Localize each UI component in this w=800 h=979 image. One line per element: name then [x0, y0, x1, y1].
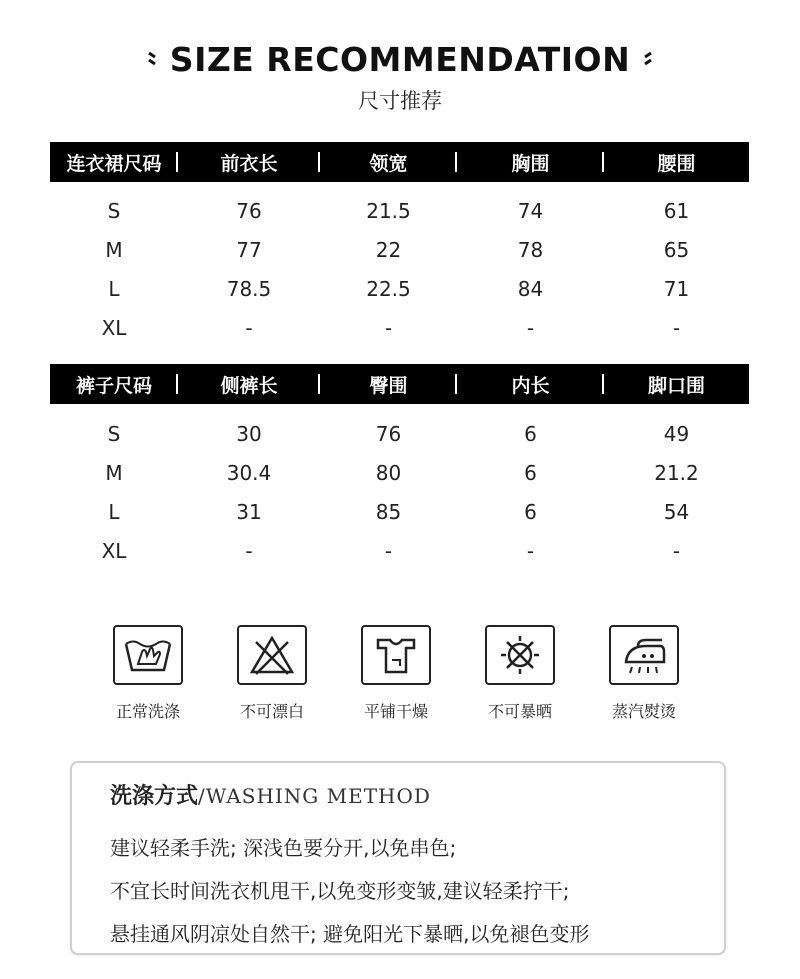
flat-dry-icon — [361, 625, 431, 685]
size-cell: XL — [101, 538, 127, 563]
header-cell: 内长 — [457, 371, 604, 398]
washing-line: 建议轻柔手洗; 深浅色要分开,以免串色; — [110, 836, 457, 860]
care-label: 蒸汽熨烫 — [611, 702, 676, 721]
table-row — [50, 269, 749, 308]
value-cell: - — [526, 538, 535, 563]
value-cell: 65 — [663, 237, 690, 262]
value-cell: 76 — [375, 421, 402, 446]
size-cell: S — [107, 421, 121, 446]
value-cell: 71 — [663, 276, 690, 301]
table-row — [50, 308, 749, 347]
washing-line: 悬挂通风阴凉处自然干; 避免阳光下暴晒,以免褪色变形 — [110, 922, 590, 946]
care-label: 正常洗涤 — [115, 702, 180, 721]
page-subtitle: 尺寸推荐 — [358, 89, 442, 113]
value-cell: 22 — [375, 237, 402, 262]
steam-iron-icon — [609, 625, 679, 685]
value-cell: 74 — [517, 198, 544, 223]
header-cell: 腰围 — [657, 152, 696, 175]
header-cell: 侧裤长 — [178, 371, 320, 398]
value-cell: 61 — [663, 198, 690, 223]
washing-title — [110, 779, 686, 810]
value-cell: - — [672, 538, 681, 563]
header — [0, 40, 800, 115]
size-cell: L — [108, 276, 120, 301]
care-item-steam-iron — [584, 625, 704, 722]
value-cell: 78 — [517, 237, 544, 262]
value-cell: 6 — [524, 460, 537, 485]
value-cell: 31 — [236, 499, 262, 524]
value-cell: 6 — [524, 499, 537, 524]
care-icons — [0, 625, 800, 725]
page-title: SIZE RECOMMENDATION — [169, 40, 631, 79]
value-cell: 76 — [236, 198, 262, 223]
header-cell: 臀围 — [320, 371, 457, 398]
value-cell: 49 — [663, 421, 690, 446]
value-cell: - — [672, 315, 681, 340]
value-cell: 84 — [517, 276, 544, 301]
header-cell: 领宽 — [320, 149, 457, 176]
size-cell: M — [105, 237, 123, 262]
washing-title-cn: 洗涤方式 — [110, 784, 199, 809]
table-row — [50, 492, 749, 531]
washing-method-box — [70, 761, 726, 955]
care-label: 不可漂白 — [239, 702, 304, 721]
hand-wash-icon — [113, 625, 183, 685]
table-row — [50, 414, 749, 453]
value-cell: - — [526, 315, 535, 340]
pants-size-table — [50, 364, 749, 570]
value-cell: 78.5 — [226, 276, 272, 301]
care-item-flat-dry — [336, 625, 456, 722]
table-row — [50, 191, 749, 230]
value-cell: 6 — [524, 421, 537, 446]
washing-line: 不宜长时间洗衣机甩干,以免变形变皱,建议轻柔拧干; — [110, 879, 570, 903]
value-cell: 30.4 — [226, 460, 272, 485]
header-cell: 胸围 — [457, 149, 604, 176]
header-cell: 脚口围 — [647, 374, 705, 397]
value-cell: - — [245, 315, 253, 340]
left-deco-icon — [146, 49, 164, 71]
care-label: 平铺干燥 — [363, 702, 428, 721]
right-deco-icon — [636, 49, 654, 71]
table-row — [50, 453, 749, 492]
size-cell: M — [105, 460, 123, 485]
size-cell: S — [107, 198, 121, 223]
care-item-no-bleach — [212, 625, 332, 722]
care-label: 不可暴晒 — [487, 702, 552, 721]
header-cell: 连衣裙尺码 — [50, 149, 178, 176]
washing-title-en: /WASHING METHOD — [198, 784, 431, 808]
value-cell: - — [245, 538, 253, 563]
value-cell: 80 — [375, 460, 402, 485]
care-item-hand-wash — [88, 625, 208, 722]
care-item-no-sun — [460, 625, 580, 722]
header-cell: 裤子尺码 — [50, 371, 178, 398]
title-row — [0, 40, 800, 79]
table-row — [50, 230, 749, 269]
no-sun-icon — [485, 625, 555, 685]
value-cell: 21.2 — [654, 460, 699, 485]
no-bleach-icon — [237, 625, 307, 685]
value-cell: 54 — [663, 499, 690, 524]
value-cell: 30 — [236, 421, 262, 446]
pants-table-header — [50, 364, 749, 404]
dress-size-table — [50, 142, 749, 347]
value-cell: - — [384, 315, 393, 340]
header-cell: 前衣长 — [178, 149, 320, 176]
value-cell: - — [384, 538, 393, 563]
value-cell: 21.5 — [366, 198, 411, 223]
value-cell: 85 — [375, 499, 402, 524]
dress-table-header — [50, 142, 749, 182]
size-cell: L — [108, 499, 120, 524]
size-cell: XL — [101, 315, 127, 340]
value-cell: 22.5 — [366, 276, 411, 301]
value-cell: 77 — [236, 237, 262, 262]
table-row — [50, 531, 749, 570]
